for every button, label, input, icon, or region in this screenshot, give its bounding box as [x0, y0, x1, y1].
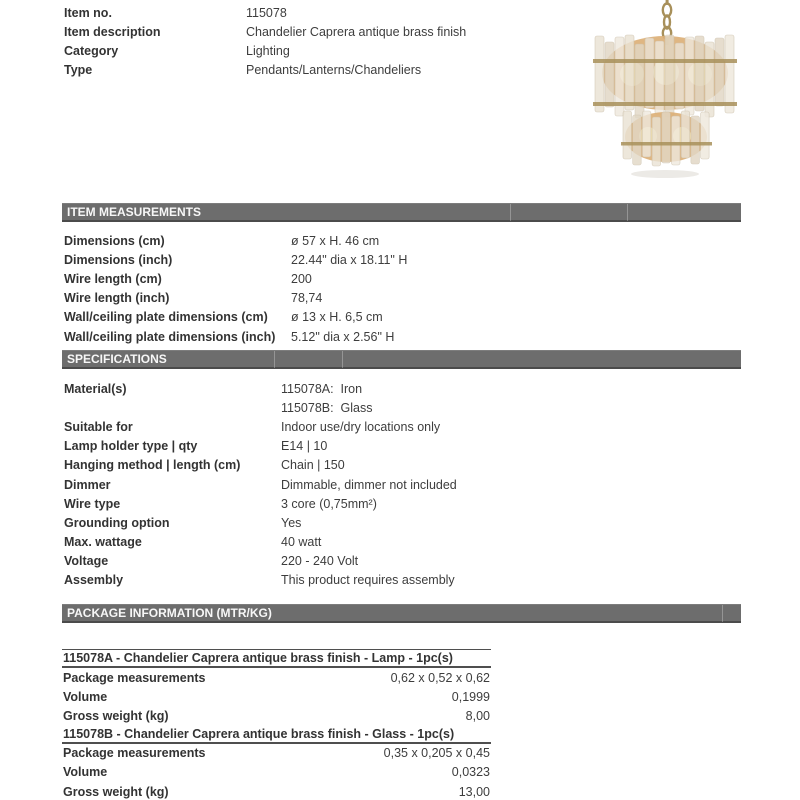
info-row-category — [64, 41, 466, 60]
row-label: Wire length (inch) — [64, 291, 170, 306]
table-row — [64, 250, 407, 269]
table-row — [64, 456, 457, 475]
row-value: Yes — [281, 515, 302, 530]
table-row — [64, 552, 457, 571]
table-row — [64, 437, 457, 456]
section-header-item-measurements — [62, 203, 741, 222]
row-label: Voltage — [64, 554, 109, 569]
type-value: Pendants/Lanterns/Chandeliers — [246, 63, 422, 78]
item-number-value: 115078 — [246, 5, 287, 20]
row-value: Chain | 150 — [281, 458, 345, 473]
row-value: 0,62 x 0,52 x 0,62 — [390, 670, 490, 685]
section-title: PACKAGE INFORMATION (MTR/KG) — [67, 606, 272, 620]
info-label: Item description — [64, 24, 161, 39]
row-label: Max. wattage — [64, 535, 142, 550]
row-value: ø 13 x H. 6,5 cm — [291, 310, 383, 325]
info-row-item-no — [64, 3, 466, 22]
row-label: Hanging method | length (cm) — [64, 458, 241, 473]
row-label: Dimmer — [64, 477, 111, 492]
row-value: 0,1999 — [451, 689, 490, 704]
header-cell-divider — [510, 204, 511, 221]
row-label: Wall/ceiling plate dimensions (inch) — [64, 329, 276, 344]
table-row — [64, 289, 407, 308]
row-value: 22.44" dia x 18.11" H — [291, 252, 408, 267]
row-label: Package measurements — [63, 670, 206, 685]
row-value: 0,35 x 0,205 x 0,45 — [383, 746, 490, 761]
info-label: Type — [64, 63, 93, 78]
row-value: 3 core (0,75mm²) — [281, 496, 377, 511]
table-row — [62, 687, 491, 706]
row-label: Wall/ceiling plate dimensions (cm) — [64, 310, 268, 325]
lower-tier-glass-panels — [623, 111, 709, 166]
row-label: Wire type — [64, 496, 121, 511]
row-label: Grounding option — [64, 515, 170, 530]
package-information-table — [62, 649, 491, 800]
section-title: ITEM MEASUREMENTS — [67, 205, 202, 219]
table-row — [64, 379, 457, 398]
row-label: Wire length (cm) — [64, 271, 162, 286]
measurements-table — [64, 231, 407, 346]
row-value: Dimmable, dimmer not included — [281, 477, 457, 492]
section-header-package-information — [62, 604, 741, 623]
table-row — [64, 494, 457, 513]
row-value: 40 watt — [281, 535, 322, 550]
header-cell-divider — [274, 351, 275, 368]
row-label: Material(s) — [64, 381, 127, 396]
header-cell-divider — [722, 605, 723, 622]
row-value: 8,00 — [465, 708, 490, 723]
product-info-block — [64, 3, 466, 80]
row-label: Gross weight (kg) — [63, 708, 169, 723]
row-label: Volume — [63, 765, 108, 780]
row-value: 78,74 — [291, 291, 323, 306]
row-label: Dimensions (cm) — [64, 233, 165, 248]
row-label: Package measurements — [63, 746, 206, 761]
row-label: Lamp holder type | qty — [64, 439, 198, 454]
table-row — [62, 744, 491, 763]
package-group-heading-b: 115078B - Chandelier Caprera antique brass finish - Glass - 1pc(s) — [62, 726, 491, 744]
info-label: Category — [64, 43, 119, 58]
table-row — [64, 308, 407, 327]
specifications-table — [64, 379, 457, 590]
row-label: Volume — [63, 689, 108, 704]
row-label: Assembly — [64, 573, 124, 588]
header-cell-divider — [342, 351, 343, 368]
row-value: ø 57 x H. 46 cm — [291, 233, 380, 248]
info-row-type — [64, 61, 466, 80]
row-value: 115078A: Iron — [281, 381, 363, 396]
table-row — [64, 398, 457, 417]
info-label: Item no. — [64, 5, 112, 20]
table-row — [62, 668, 491, 687]
section-header-specifications — [62, 350, 741, 369]
chandelier-product-image — [582, 0, 787, 192]
row-value: 220 - 240 Volt — [281, 554, 359, 569]
item-description-value: Chandelier Caprera antique brass finish — [246, 24, 467, 39]
row-value: 200 — [291, 271, 312, 286]
table-row — [62, 782, 491, 800]
table-row — [64, 475, 457, 494]
section-title: SPECIFICATIONS — [67, 352, 167, 366]
table-row — [64, 571, 457, 590]
info-row-item-description — [64, 22, 466, 41]
row-value: 5.12" dia x 2.56" H — [291, 329, 395, 344]
row-value: Indoor use/dry locations only — [281, 419, 441, 434]
table-row — [64, 269, 407, 288]
chain — [663, 0, 671, 39]
table-row — [64, 231, 407, 250]
table-row — [62, 706, 491, 725]
row-label: Suitable for — [64, 419, 133, 434]
row-value: E14 | 10 — [281, 439, 328, 454]
row-label: Dimensions (inch) — [64, 252, 173, 267]
package-group-heading-a: 115078A - Chandelier Caprera antique brass finish - Lamp - 1pc(s) — [62, 649, 491, 668]
row-value: This product requires assembly — [281, 573, 455, 588]
row-label: Gross weight (kg) — [63, 784, 169, 799]
row-value: 13,00 — [458, 784, 490, 799]
category-value: Lighting — [246, 43, 290, 58]
header-cell-divider — [627, 204, 628, 221]
table-row — [64, 513, 457, 532]
row-value: 0,0323 — [451, 765, 490, 780]
row-value: 115078B: Glass — [281, 400, 373, 415]
table-row — [64, 533, 457, 552]
table-row — [62, 763, 491, 782]
table-row — [64, 417, 457, 436]
table-row — [64, 327, 407, 346]
